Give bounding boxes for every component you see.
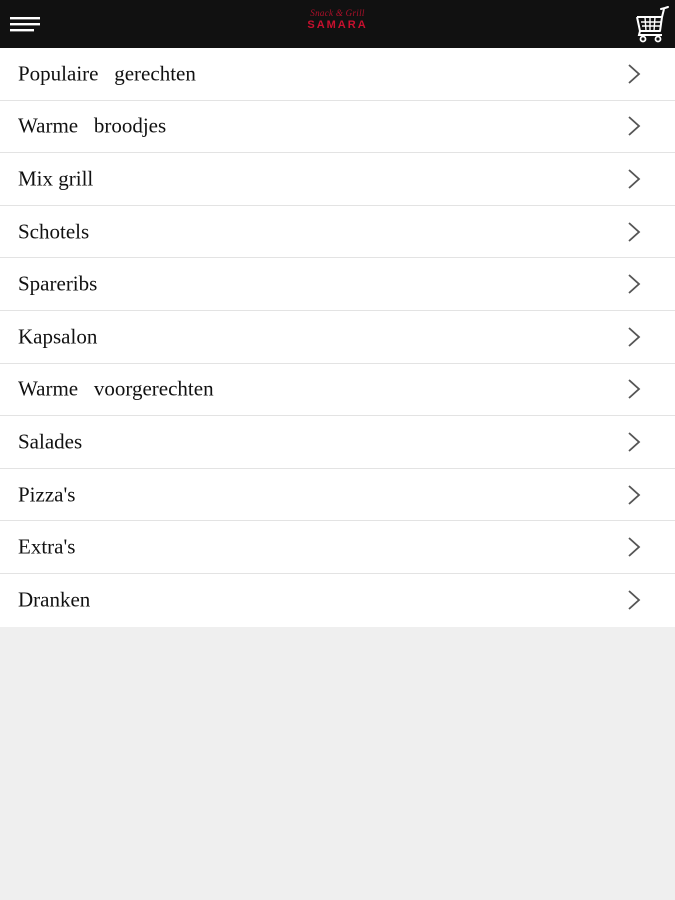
- category-label: Warme broodjes: [18, 113, 167, 138]
- category-label: Kapsalon: [18, 324, 98, 349]
- logo-tagline: Snack & Grill: [310, 8, 365, 18]
- category-item[interactable]: [0, 153, 675, 206]
- category-item[interactable]: [0, 101, 675, 154]
- category-item[interactable]: [0, 48, 675, 101]
- chevron-right-icon: [627, 221, 641, 243]
- chevron-right-icon: [627, 378, 641, 400]
- shopping-cart-icon[interactable]: [635, 5, 671, 43]
- chevron-right-icon: [627, 589, 641, 611]
- chevron-right-icon: [627, 63, 641, 85]
- category-item[interactable]: [0, 416, 675, 469]
- category-item[interactable]: [0, 258, 675, 311]
- category-list: [0, 48, 675, 627]
- category-label: Spareribs: [18, 271, 98, 296]
- category-label: Schotels: [18, 219, 90, 244]
- app-header: [0, 0, 675, 48]
- category-item[interactable]: [0, 469, 675, 522]
- category-label: Salades: [18, 429, 83, 454]
- category-item[interactable]: [0, 521, 675, 574]
- restaurant-logo: [0, 9, 675, 31]
- chevron-right-icon: [627, 115, 641, 137]
- category-label: Mix grill: [18, 166, 94, 191]
- category-label: Populaire gerechten: [18, 61, 196, 86]
- category-label: Extra's: [18, 534, 76, 559]
- hamburger-menu-icon[interactable]: [8, 10, 44, 38]
- logo-name: SAMARA: [307, 19, 368, 31]
- category-item[interactable]: [0, 206, 675, 259]
- category-item[interactable]: [0, 574, 675, 627]
- category-label: Pizza's: [18, 482, 76, 507]
- chevron-right-icon: [627, 431, 641, 453]
- chevron-right-icon: [627, 536, 641, 558]
- category-item[interactable]: [0, 364, 675, 417]
- chevron-right-icon: [627, 484, 641, 506]
- chevron-right-icon: [627, 273, 641, 295]
- category-label: Dranken: [18, 587, 91, 612]
- chevron-right-icon: [627, 326, 641, 348]
- category-label: Warme voorgerechten: [18, 376, 214, 401]
- category-item[interactable]: [0, 311, 675, 364]
- chevron-right-icon: [627, 168, 641, 190]
